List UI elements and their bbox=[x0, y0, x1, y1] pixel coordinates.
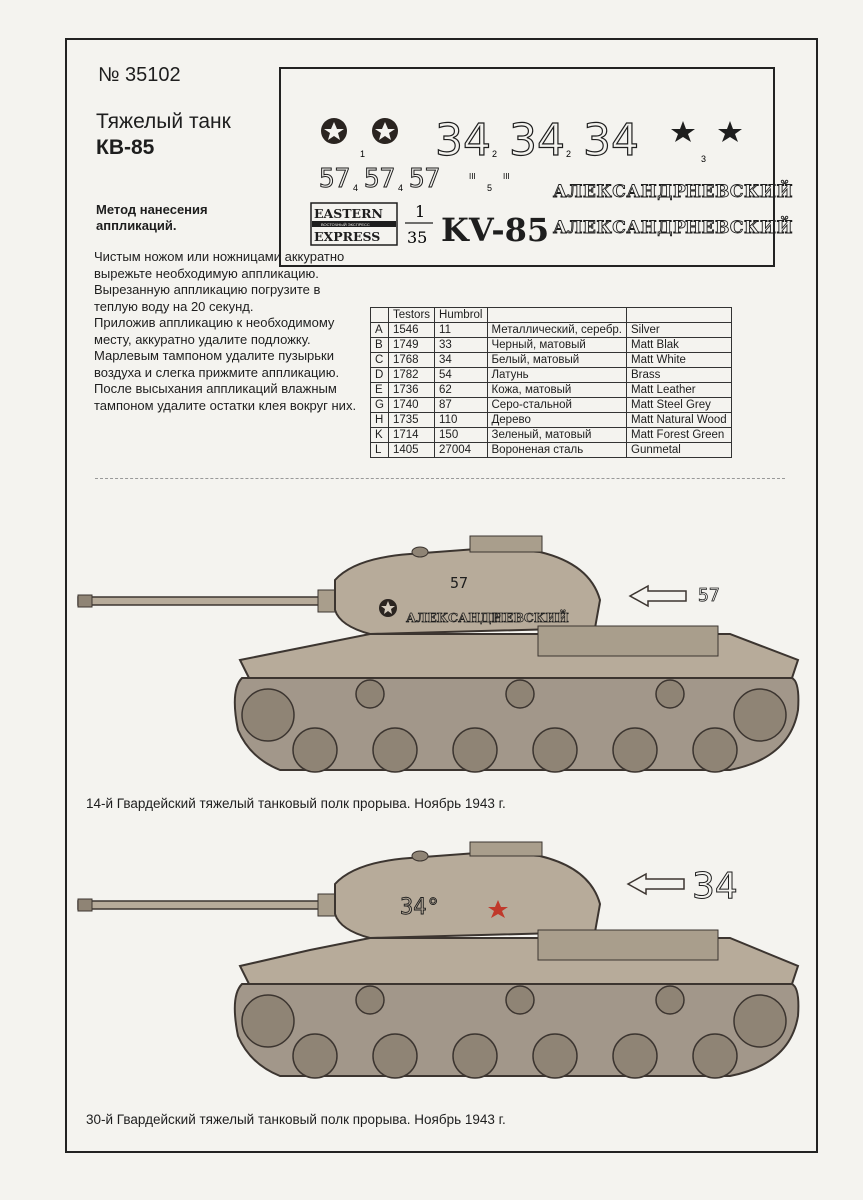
decal-label: 2 bbox=[566, 149, 572, 159]
table-row bbox=[371, 443, 732, 458]
instruction-step: Чистым ножом или ножницами аккуратно вырежьте необходимую аппликацию. bbox=[94, 249, 345, 281]
guards-badge-icon bbox=[379, 599, 397, 617]
scale-numerator: 1 bbox=[415, 202, 426, 221]
table-cell: Дерево bbox=[487, 413, 627, 428]
table-cell: E bbox=[371, 383, 389, 398]
table-cell: Металлический, серебр. bbox=[487, 323, 627, 338]
decal-label: 2 bbox=[492, 149, 498, 159]
decal-label: 3 bbox=[701, 154, 707, 164]
tank-profile-1 bbox=[70, 530, 810, 790]
table-cell: G bbox=[371, 398, 389, 413]
column-header: Testors bbox=[388, 308, 434, 323]
column-header bbox=[627, 308, 732, 323]
table-cell: B bbox=[371, 338, 389, 353]
decal-number-34: 34 bbox=[509, 115, 565, 166]
table-cell: D bbox=[371, 368, 389, 383]
table-row bbox=[371, 338, 732, 353]
table-cell: C bbox=[371, 353, 389, 368]
table-cell: Кожа, матовый bbox=[487, 383, 627, 398]
instruction-step: Приложив аппликацию к необходимому месту, аккуратно удалите подложку. bbox=[94, 315, 335, 347]
table-cell: 62 bbox=[435, 383, 487, 398]
decal-label: 1 bbox=[360, 149, 366, 159]
table-cell: 33 bbox=[435, 338, 487, 353]
table-cell: 27004 bbox=[435, 443, 487, 458]
star-icon bbox=[671, 121, 695, 142]
table-cell: L bbox=[371, 443, 389, 458]
tank-2-art bbox=[78, 842, 798, 1078]
tank-1-art bbox=[78, 536, 798, 772]
eastern-express-logo bbox=[311, 203, 397, 245]
table-cell: 54 bbox=[435, 368, 487, 383]
table-cell: Silver bbox=[627, 323, 732, 338]
tank-2-number: 34° bbox=[400, 895, 440, 920]
model-title: КВ-85 bbox=[96, 136, 155, 159]
table-cell: Белый, матовый bbox=[487, 353, 627, 368]
table-cell: Matt White bbox=[627, 353, 732, 368]
svg-text:EASTERN: EASTERN bbox=[314, 206, 383, 221]
caption-1: 14-й Гвардейский тяжелый танковый полк прорыва. Ноябрь 1943 г. bbox=[86, 796, 506, 811]
scale-denominator: 35 bbox=[407, 228, 428, 247]
table-cell: 1749 bbox=[388, 338, 434, 353]
caption-2: 30-й Гвардейский тяжелый танковый полк прорыва. Ноябрь 1943 г. bbox=[86, 1112, 506, 1127]
decal-number-57: 57 bbox=[319, 164, 351, 194]
table-row bbox=[371, 383, 732, 398]
table-row bbox=[371, 413, 732, 428]
decal-number-57: 57 bbox=[364, 164, 396, 194]
guards-badge-icon bbox=[372, 118, 398, 144]
table-cell: Matt Blak bbox=[627, 338, 732, 353]
decal-name-nevsky: НЕВСКИЙ bbox=[685, 182, 794, 202]
svg-text:ВОСТОЧНЫЙ ЭКСПРЕСС: ВОСТОЧНЫЙ ЭКСПРЕСС bbox=[321, 222, 370, 227]
table-cell: 87 bbox=[435, 398, 487, 413]
page-title: Тяжелый танк bbox=[96, 110, 231, 133]
decal-number-34: 34 bbox=[435, 115, 491, 166]
table-cell: 1735 bbox=[388, 413, 434, 428]
decal-number-34: 34 bbox=[583, 115, 639, 166]
star-icon bbox=[718, 121, 742, 142]
table-cell: 34 bbox=[435, 353, 487, 368]
callout-number: 34 bbox=[692, 866, 738, 907]
table-cell: 1736 bbox=[388, 383, 434, 398]
arrow-icon bbox=[628, 874, 684, 894]
table-cell: 1405 bbox=[388, 443, 434, 458]
decal-sheet-art bbox=[281, 69, 794, 265]
table-header-row bbox=[371, 308, 732, 323]
decal-label: 5 bbox=[487, 183, 493, 193]
decal-name-nevsky: НЕВСКИЙ bbox=[685, 218, 794, 238]
table-cell: Matt Natural Wood bbox=[627, 413, 732, 428]
arrow-icon bbox=[630, 586, 686, 606]
instruction-step: После высыхания аппликаций влажным тампоном удалите остатки клея вокруг них. bbox=[94, 381, 357, 413]
table-cell: Matt Leather bbox=[627, 383, 732, 398]
table-cell: 1714 bbox=[388, 428, 434, 443]
table-cell: 11 bbox=[435, 323, 487, 338]
table-cell: K bbox=[371, 428, 389, 443]
table-row bbox=[371, 428, 732, 443]
table-cell: Matt Steel Grey bbox=[627, 398, 732, 413]
table-row bbox=[371, 353, 732, 368]
table-cell: Brass bbox=[627, 368, 732, 383]
table-cell: 1546 bbox=[388, 323, 434, 338]
decal-ticks: III bbox=[503, 172, 510, 181]
table-cell: Matt Forest Green bbox=[627, 428, 732, 443]
callout-number: 57 bbox=[698, 585, 720, 606]
column-header bbox=[487, 308, 627, 323]
table-row bbox=[371, 368, 732, 383]
table-cell: Серо-стальной bbox=[487, 398, 627, 413]
table-row bbox=[371, 398, 732, 413]
table-cell: H bbox=[371, 413, 389, 428]
decal-name-alexander: АЛЕКСАНДР bbox=[553, 218, 687, 238]
table-cell: 1740 bbox=[388, 398, 434, 413]
instructions-text bbox=[94, 249, 366, 414]
table-cell: 110 bbox=[435, 413, 487, 428]
decal-label: 4 bbox=[398, 183, 404, 193]
catalog-number: № 35102 bbox=[98, 64, 181, 86]
decal-name-alexander: АЛЕКСАНДР bbox=[553, 182, 687, 202]
table-cell: 150 bbox=[435, 428, 487, 443]
table-cell: Gunmetal bbox=[627, 443, 732, 458]
table-cell: 1782 bbox=[388, 368, 434, 383]
paint-table bbox=[370, 307, 732, 458]
table-cell: Вороненая сталь bbox=[487, 443, 627, 458]
decal-number-57: 57 bbox=[409, 164, 441, 194]
tank-1-number: 57 bbox=[450, 574, 469, 592]
tank-1-name: НЕВСКИЙ bbox=[492, 610, 569, 625]
model-decal: KV-85 bbox=[441, 211, 550, 249]
table-cell: A bbox=[371, 323, 389, 338]
column-header: Humbrol bbox=[435, 308, 487, 323]
table-cell: 1768 bbox=[388, 353, 434, 368]
tank-1-name: АЛЕКСАНДР bbox=[406, 610, 501, 625]
tank-profile-2 bbox=[70, 838, 810, 1098]
column-header bbox=[371, 308, 389, 323]
table-row bbox=[371, 323, 732, 338]
guards-badge-icon bbox=[321, 118, 347, 144]
decal-sheet bbox=[279, 67, 794, 267]
divider bbox=[95, 478, 785, 479]
table-cell: Черный, матовый bbox=[487, 338, 627, 353]
svg-text:EXPRESS: EXPRESS bbox=[314, 229, 381, 244]
instruction-step: Вырезанную аппликацию погрузите в теплую воду на 20 секунд. bbox=[94, 282, 321, 314]
instructions-heading: Метод нанесения аппликаций. bbox=[96, 202, 208, 233]
table-cell: Зеленый, матовый bbox=[487, 428, 627, 443]
table-cell: Латунь bbox=[487, 368, 627, 383]
decal-label: 4 bbox=[353, 183, 359, 193]
instruction-step: Марлевым тампоном удалите пузырьки воздуха и слегка прижмите аппликацию. bbox=[94, 348, 340, 380]
decal-ticks: III bbox=[469, 172, 476, 181]
